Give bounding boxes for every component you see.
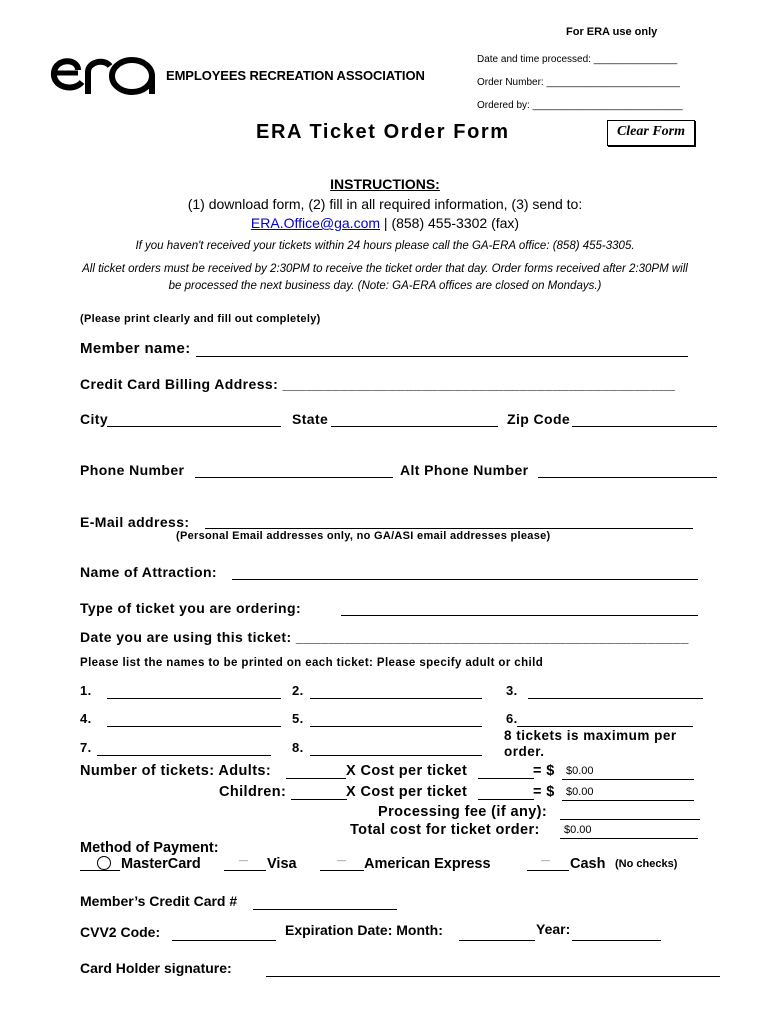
state-input[interactable] bbox=[331, 410, 498, 427]
name-8-label: 8. bbox=[292, 740, 304, 755]
amex-label: American Express bbox=[364, 856, 491, 872]
child-cost-label: X Cost per ticket bbox=[346, 784, 468, 800]
name-7-input[interactable] bbox=[97, 739, 271, 756]
exp-year-input[interactable] bbox=[572, 924, 661, 941]
mastercard-label: MasterCard bbox=[121, 856, 201, 872]
grand-total: $0.00 bbox=[560, 823, 698, 839]
exp-year-label: Year: bbox=[536, 921, 571, 937]
zip-input[interactable] bbox=[572, 410, 717, 427]
name-2-label: 2. bbox=[292, 683, 304, 698]
ordered-by-field: Ordered by: ___________________________ bbox=[477, 100, 683, 111]
phone-input[interactable] bbox=[195, 461, 393, 478]
child-eq: = $ bbox=[533, 784, 555, 800]
name-3-label: 3. bbox=[506, 683, 518, 698]
attraction-input[interactable] bbox=[232, 563, 698, 580]
member-name-input[interactable] bbox=[196, 340, 688, 357]
fax-number: | (858) 455-3302 (fax) bbox=[380, 215, 520, 231]
adult-cost-label: X Cost per ticket bbox=[346, 763, 468, 779]
date-using-label: Date you are using this ticket: ________________________________________________ bbox=[80, 629, 689, 645]
name-7-label: 7. bbox=[80, 740, 92, 755]
date-processed-field: Date and time processed: _______________ bbox=[477, 54, 678, 65]
max-tickets-note: 8 tickets is maximum per order. bbox=[504, 728, 677, 759]
email-link[interactable]: ERA.Office@ga.com bbox=[250, 215, 381, 231]
child-cost-input[interactable] bbox=[478, 783, 534, 800]
children-count-input[interactable] bbox=[291, 783, 347, 800]
name-2-input[interactable] bbox=[310, 682, 482, 699]
date-using-input[interactable] bbox=[316, 627, 698, 643]
no-checks-note: (No checks) bbox=[615, 858, 678, 870]
page-title: ERA Ticket Order Form bbox=[256, 121, 510, 143]
adults-count-input[interactable] bbox=[286, 762, 346, 779]
children-label: Children: bbox=[219, 784, 287, 800]
ticket-type-label: Type of ticket you are ordering: bbox=[80, 600, 302, 616]
signature-input[interactable] bbox=[266, 960, 720, 977]
adults-label: Number of tickets: Adults: bbox=[80, 763, 272, 779]
name-6-input[interactable] bbox=[517, 710, 693, 727]
name-5-label: 5. bbox=[292, 711, 304, 726]
office-use-heading: For ERA use only bbox=[566, 26, 658, 38]
email-input[interactable] bbox=[205, 512, 693, 529]
phone-label: Phone Number bbox=[80, 462, 185, 478]
name-6-label: 6. bbox=[506, 711, 518, 726]
alt-phone-label: Alt Phone Number bbox=[400, 462, 529, 478]
alt-phone-input[interactable] bbox=[538, 461, 717, 478]
name-5-input[interactable] bbox=[310, 710, 482, 727]
city-label: City bbox=[80, 411, 109, 427]
attraction-label: Name of Attraction: bbox=[80, 564, 217, 580]
contact-line bbox=[0, 215, 770, 231]
child-total: $0.00 bbox=[562, 785, 694, 801]
cash-label: Cash bbox=[570, 856, 606, 872]
deadline-note-2: be processed the next business day. (Note: GA-ERA offices are closed on Mondays.) bbox=[168, 280, 602, 292]
name-4-label: 4. bbox=[80, 711, 92, 726]
visa-radio[interactable]: — bbox=[239, 855, 248, 865]
billing-address-input[interactable] bbox=[300, 374, 700, 390]
adult-total: $0.00 bbox=[562, 764, 694, 780]
signature-label: Card Holder signature: bbox=[80, 960, 232, 976]
cvv-label: CVV2 Code: bbox=[80, 924, 161, 940]
processing-label: Processing fee (if any): bbox=[378, 804, 548, 820]
exp-month-label: Expiration Date: Month: bbox=[285, 922, 443, 938]
adult-cost-input[interactable] bbox=[478, 762, 534, 779]
mastercard-radio[interactable] bbox=[97, 856, 111, 870]
adult-eq: = $ bbox=[533, 763, 555, 779]
card-number-input[interactable] bbox=[253, 893, 397, 910]
exp-month-input[interactable] bbox=[459, 924, 535, 941]
deadline-note-1: All ticket orders must be received by 2:30PM to receive the ticket order that day. Order forms received after 2:30PM will bbox=[82, 263, 688, 275]
ticket-type-input[interactable] bbox=[341, 599, 698, 616]
org-name: EMPLOYEES RECREATION ASSOCIATION bbox=[166, 68, 425, 83]
payment-method-label: Method of Payment: bbox=[80, 840, 219, 856]
zip-label: Zip Code bbox=[507, 411, 571, 427]
name-1-input[interactable] bbox=[107, 682, 281, 699]
instructions-heading: INSTRUCTIONS: bbox=[330, 176, 440, 192]
names-prompt: Please list the names to be printed on each ticket: Please specify adult or child bbox=[80, 657, 544, 669]
visa-label: Visa bbox=[267, 856, 297, 872]
call-note: If you haven't received your tickets within 24 hours please call the GA-ERA office: (858) 455-3305. bbox=[135, 240, 635, 252]
amex-radio[interactable]: — bbox=[337, 855, 346, 865]
order-number-field: Order Number: ________________________ bbox=[477, 77, 680, 88]
member-name-label: Member name: bbox=[80, 340, 191, 357]
city-input[interactable] bbox=[107, 410, 281, 427]
clear-form-button[interactable]: Clear Form bbox=[607, 120, 695, 146]
instructions-steps: (1) download form, (2) fill in all required information, (3) send to: bbox=[187, 196, 583, 212]
name-8-input[interactable] bbox=[310, 739, 482, 756]
name-4-input[interactable] bbox=[107, 710, 281, 727]
cash-radio[interactable]: — bbox=[541, 855, 550, 865]
cvv-input[interactable] bbox=[172, 924, 276, 941]
name-3-input[interactable] bbox=[528, 682, 703, 699]
processing-fee-input[interactable] bbox=[560, 803, 700, 820]
name-1-label: 1. bbox=[80, 683, 92, 698]
email-label: E-Mail address: bbox=[80, 514, 190, 530]
billing-address-label: Credit Card Billing Address: ________________________________________________ bbox=[80, 376, 676, 392]
era-logo bbox=[48, 48, 158, 98]
email-note: (Personal Email addresses only, no GA/ASI email addresses please) bbox=[176, 530, 551, 542]
print-note: (Please print clearly and fill out completely) bbox=[80, 313, 321, 325]
total-label: Total cost for ticket order: bbox=[350, 822, 540, 838]
card-number-label: Member’s Credit Card # bbox=[80, 893, 238, 909]
state-label: State bbox=[292, 411, 329, 427]
